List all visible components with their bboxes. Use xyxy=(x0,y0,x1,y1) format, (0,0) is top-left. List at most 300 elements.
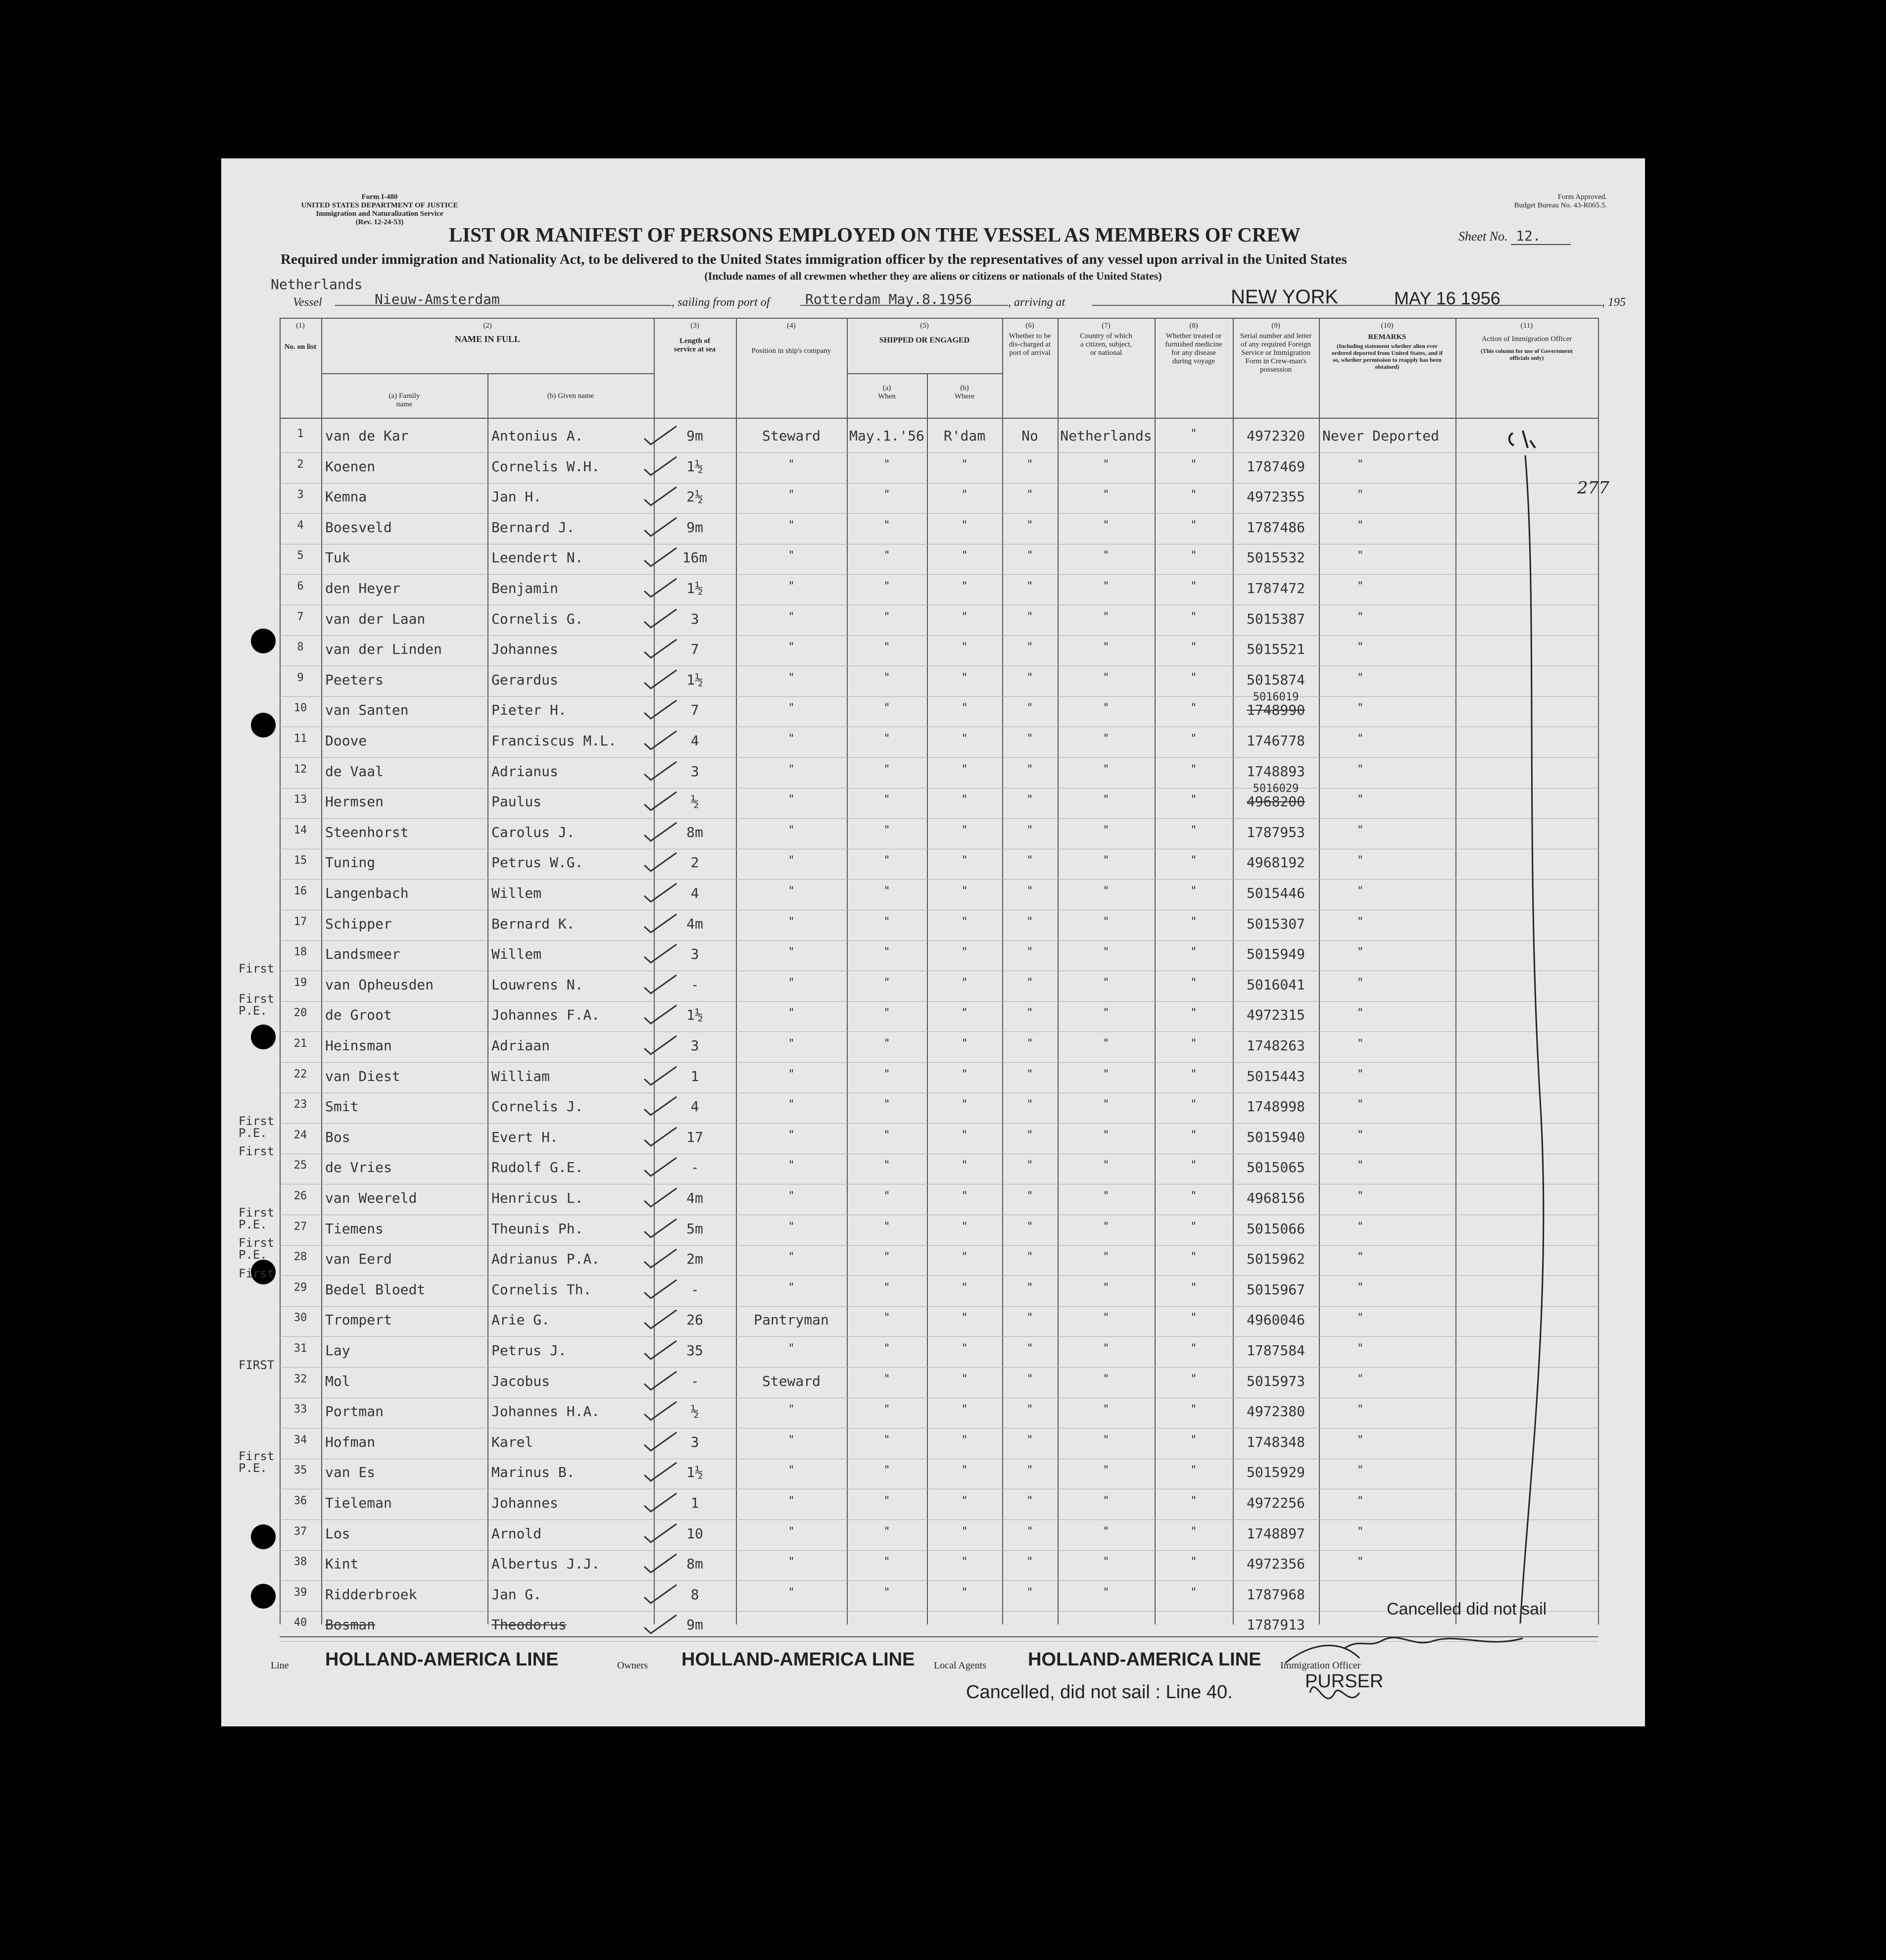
ditto-mark: " xyxy=(788,641,795,654)
ditto-mark: " xyxy=(1357,1128,1364,1141)
cell-given: Willem xyxy=(491,946,542,963)
sailing-label: , sailing from port of xyxy=(672,296,770,309)
cell-length: 9m xyxy=(686,1617,703,1633)
ditto-mark: " xyxy=(961,1098,968,1111)
ditto-mark: " xyxy=(1357,610,1364,623)
cell-length: - xyxy=(690,1372,699,1389)
owners-label: Owners xyxy=(617,1660,648,1671)
ditto-mark: " xyxy=(1190,976,1197,989)
ditto-mark: " xyxy=(1357,1433,1364,1446)
vessel-flag: Netherlands xyxy=(271,276,363,293)
cell-serial: 5015962 xyxy=(1246,1251,1305,1268)
cell-family: Doove xyxy=(325,733,367,749)
cell-family: van Es xyxy=(325,1464,376,1481)
cell-given: Carolus J. xyxy=(491,824,575,840)
cell-serial-corrected: 5016029 xyxy=(1253,783,1299,795)
ditto-mark: " xyxy=(1103,763,1110,776)
ditto-mark: " xyxy=(961,1128,968,1141)
cell-given: Louwrens N. xyxy=(491,976,583,993)
ditto-mark: " xyxy=(1190,1586,1197,1599)
ditto-mark: " xyxy=(788,1190,795,1202)
cell-length: 1½ xyxy=(686,671,703,688)
ditto-mark: " xyxy=(1190,1372,1197,1385)
cell-no: 26 xyxy=(293,1190,307,1202)
ditto-mark: " xyxy=(1357,793,1364,806)
ditto-mark: " xyxy=(1026,1098,1033,1111)
cell-no: 8 xyxy=(297,641,304,654)
ditto-mark: " xyxy=(1103,1556,1110,1568)
cell-family: de Groot xyxy=(325,1007,392,1024)
agents-name: HOLLAND-AMERICA LINE xyxy=(1028,1649,1261,1670)
ditto-mark: " xyxy=(1190,1495,1197,1507)
ditto-mark: " xyxy=(1357,519,1364,532)
arriving-label: , arriving at xyxy=(1008,296,1065,309)
ditto-mark: " xyxy=(1190,915,1197,928)
ditto-mark: " xyxy=(788,1098,795,1111)
ditto-mark: " xyxy=(883,1190,890,1202)
ditto-mark: " xyxy=(1357,458,1364,471)
ditto-mark: " xyxy=(1103,1220,1110,1233)
cell-given: Bernard J. xyxy=(491,519,575,536)
vessel-name: Nieuw-Amsterdam xyxy=(375,291,500,307)
cell-no: 25 xyxy=(293,1159,307,1172)
margin-note: First P.E. xyxy=(239,1449,275,1475)
cell-no: 18 xyxy=(293,946,307,959)
ditto-mark: " xyxy=(1026,1220,1033,1233)
margin-note: First P.E. xyxy=(239,992,275,1018)
cell-serial: 4972355 xyxy=(1246,489,1305,505)
cell-length: 1½ xyxy=(686,1007,703,1024)
cell-no: 21 xyxy=(293,1037,307,1050)
side-number: 277 xyxy=(1577,478,1609,498)
cell-family: van Eerd xyxy=(325,1251,392,1268)
ditto-mark: " xyxy=(1026,733,1033,745)
cell-family: Bosman xyxy=(325,1617,376,1633)
ditto-mark: " xyxy=(1103,1251,1110,1264)
cell-given: Cornelis G. xyxy=(491,610,583,627)
cell-length: 1 xyxy=(690,1068,699,1084)
ditto-mark: " xyxy=(788,1037,795,1050)
cell-family: van Santen xyxy=(325,702,409,719)
cell-serial: 5015949 xyxy=(1246,946,1305,963)
ditto-mark: " xyxy=(1026,702,1033,715)
ditto-mark: " xyxy=(1190,946,1197,959)
ditto-mark: " xyxy=(1190,793,1197,806)
ditto-mark: " xyxy=(1190,702,1197,715)
ditto-mark: " xyxy=(1103,1464,1110,1477)
cell-length: 1½ xyxy=(686,458,703,475)
ditto-mark: " xyxy=(1357,1403,1364,1416)
vessel-label: Vessel xyxy=(293,296,322,309)
cell-serial: 4960046 xyxy=(1246,1312,1305,1328)
col10-header: REMARKS xyxy=(1368,333,1406,341)
ditto-mark: " xyxy=(883,976,890,989)
ditto-mark: " xyxy=(1026,458,1033,471)
ditto-mark: " xyxy=(883,854,890,867)
cell-no: 11 xyxy=(293,733,307,745)
ditto-mark: " xyxy=(1357,1098,1364,1111)
ditto-mark: " xyxy=(961,1495,968,1507)
ditto-mark: " xyxy=(1190,885,1197,897)
cell-length: 5m xyxy=(686,1220,703,1237)
cell-given: Benjamin xyxy=(491,580,558,596)
ditto-mark: " xyxy=(1026,1007,1033,1020)
ditto-mark: " xyxy=(1190,610,1197,623)
ditto-mark: " xyxy=(1357,885,1364,897)
cell-length: 8m xyxy=(686,1556,703,1572)
ditto-mark: " xyxy=(1357,1068,1364,1080)
cell-length: ½ xyxy=(690,1403,699,1420)
cell-serial: 5015443 xyxy=(1246,1068,1305,1084)
cell-given: Adrianus P.A. xyxy=(491,1251,600,1268)
ditto-mark: " xyxy=(1357,549,1364,562)
cell-serial: 5015307 xyxy=(1246,915,1305,932)
cell-given: Franciscus M.L. xyxy=(491,733,617,749)
cell-length: 4 xyxy=(690,1098,699,1115)
ditto-mark: " xyxy=(961,1342,968,1355)
ditto-mark: " xyxy=(1357,733,1364,745)
ditto-mark: " xyxy=(1190,489,1197,501)
cell-no: 37 xyxy=(293,1525,307,1538)
ditto-mark: " xyxy=(1103,671,1110,684)
col2-number: (2) xyxy=(483,322,492,330)
ditto-mark: " xyxy=(961,854,968,867)
ditto-mark: " xyxy=(883,1128,890,1141)
arrival-date: MAY 16 1956 xyxy=(1394,288,1500,308)
cell-family: van Weereld xyxy=(325,1190,417,1206)
ditto-mark: " xyxy=(788,610,795,623)
ditto-mark: " xyxy=(1190,824,1197,836)
cell-family: Bos xyxy=(325,1128,350,1145)
cell-length: 4 xyxy=(690,885,699,901)
cell-length: 35 xyxy=(686,1342,703,1359)
ditto-mark: " xyxy=(1357,1190,1364,1202)
ditto-mark: " xyxy=(1026,1433,1033,1446)
ditto-mark: " xyxy=(1103,641,1110,654)
cell-no: 39 xyxy=(293,1586,307,1599)
ditto-mark: " xyxy=(961,763,968,776)
ditto-mark: " xyxy=(1103,1007,1110,1020)
ditto-mark: " xyxy=(883,702,890,715)
ditto-mark: " xyxy=(961,1464,968,1477)
ditto-mark: " xyxy=(1103,1159,1110,1172)
ditto-mark: " xyxy=(1103,1312,1110,1324)
budget-bureau: Budget Bureau No. 43-R065.5. xyxy=(1514,201,1607,209)
ditto-mark: " xyxy=(1026,1068,1033,1080)
cell-no: 17 xyxy=(293,915,307,928)
ditto-mark: " xyxy=(961,1403,968,1416)
ditto-mark: " xyxy=(961,1159,968,1172)
ditto-mark: " xyxy=(1026,549,1033,562)
col6-header: Whether to be dis-charged at port of arrival xyxy=(1009,332,1051,357)
cell-family: Mol xyxy=(325,1372,350,1389)
ditto-mark: " xyxy=(1026,1312,1033,1324)
cell-length: 26 xyxy=(686,1312,703,1328)
cell-given: Jan H. xyxy=(491,489,542,505)
ditto-mark: " xyxy=(961,580,968,592)
form-number: Form I-480 xyxy=(361,193,398,201)
ditto-mark: " xyxy=(1357,1342,1364,1355)
cell-no: 16 xyxy=(293,885,307,897)
cell-given: Albertus J.J. xyxy=(491,1556,600,1572)
cell-serial: 1748263 xyxy=(1246,1037,1305,1054)
cell-family: Lay xyxy=(325,1342,350,1359)
cell-serial: 1748990 xyxy=(1246,702,1305,719)
ditto-mark: " xyxy=(1026,519,1033,532)
ditto-mark: " xyxy=(1357,702,1364,715)
ditto-mark: " xyxy=(883,763,890,776)
ditto-mark: " xyxy=(1026,1190,1033,1202)
ditto-mark: " xyxy=(883,1525,890,1538)
cell-family: de Vries xyxy=(325,1159,392,1176)
cell-serial: 5015973 xyxy=(1246,1372,1305,1389)
cancelled-note: Cancelled did not sail xyxy=(1387,1600,1547,1618)
ditto-mark: " xyxy=(788,1068,795,1080)
sheet-label: Sheet No. xyxy=(1458,229,1508,244)
ditto-mark: " xyxy=(1026,1556,1033,1568)
cell-length: 16m xyxy=(682,549,708,566)
cell-given: Cornelis W.H. xyxy=(491,458,600,475)
cell-family: Schipper xyxy=(325,915,392,932)
ditto-mark: " xyxy=(883,793,890,806)
ditto-mark: " xyxy=(788,1281,795,1294)
ditto-mark: " xyxy=(883,610,890,623)
cell-given: Paulus xyxy=(491,793,542,810)
ditto-mark: " xyxy=(883,1312,890,1324)
margin-note: First P.E. xyxy=(239,1236,275,1262)
cell-family: Smit xyxy=(325,1098,359,1115)
ditto-mark: " xyxy=(961,824,968,836)
ditto-mark: " xyxy=(1190,580,1197,592)
ditto-mark: " xyxy=(883,458,890,471)
cell-length: 9m xyxy=(686,519,703,536)
col5a-header: (a) When xyxy=(878,384,896,400)
col6-number: (6) xyxy=(1025,322,1034,330)
cell-serial: 4972380 xyxy=(1246,1403,1305,1420)
cell-serial: 5015532 xyxy=(1246,549,1305,566)
purser-stamp: PURSER xyxy=(1305,1671,1384,1692)
cell-length: 17 xyxy=(686,1128,703,1145)
ditto-mark: " xyxy=(1357,671,1364,684)
ditto-mark: " xyxy=(1026,885,1033,897)
ditto-mark: " xyxy=(788,671,795,684)
ditto-mark: " xyxy=(1103,824,1110,836)
ditto-mark: " xyxy=(788,1403,795,1416)
cell-length: 1½ xyxy=(686,580,703,596)
col1-number: (1) xyxy=(296,322,305,330)
ditto-mark: " xyxy=(1357,763,1364,776)
ditto-mark: " xyxy=(1357,1525,1364,1538)
ditto-mark: " xyxy=(788,854,795,867)
cell-family: Trompert xyxy=(325,1312,392,1328)
required-statement: Required under immigration and Nationality Act, to be delivered to the United States immigration officer by the representatives of any vessel upon arrival in the United States xyxy=(281,251,1347,267)
cell-length: 3 xyxy=(690,1433,699,1450)
cell-family: Koenen xyxy=(325,458,376,475)
cell-no: 13 xyxy=(293,793,307,806)
cell-length: 2½ xyxy=(686,489,703,505)
cell-length: 3 xyxy=(690,610,699,627)
cell-serial: 4968156 xyxy=(1246,1190,1305,1206)
cell-family: Bedel Bloedt xyxy=(325,1281,426,1298)
cell-serial: 1787953 xyxy=(1246,824,1305,840)
cell-serial: 5015066 xyxy=(1246,1220,1305,1237)
ditto-mark: " xyxy=(1103,1128,1110,1141)
margin-note: First xyxy=(239,961,275,976)
cell-given: Arie G. xyxy=(491,1312,550,1328)
cell-length: 7 xyxy=(690,641,699,658)
ditto-mark: " xyxy=(1026,671,1033,684)
ditto-mark: " xyxy=(1190,1312,1197,1324)
ditto-mark: " xyxy=(883,489,890,501)
ditto-mark: " xyxy=(1190,519,1197,532)
cell-family: Ridderbroek xyxy=(325,1586,417,1603)
ditto-mark: " xyxy=(1026,824,1033,836)
margin-note: First P.E. xyxy=(239,1114,275,1140)
ditto-mark: " xyxy=(883,1495,890,1507)
line-label: Line xyxy=(271,1660,289,1671)
ditto-mark: " xyxy=(788,1556,795,1568)
ditto-mark: " xyxy=(1357,1281,1364,1294)
cell-given: Evert H. xyxy=(491,1128,558,1145)
cell-no: 15 xyxy=(293,854,307,867)
cell-family: Kemna xyxy=(325,489,367,505)
cell-serial: 4972256 xyxy=(1246,1495,1305,1511)
cell-serial: 4968192 xyxy=(1246,854,1305,871)
cell-no: 27 xyxy=(293,1220,307,1233)
cell-given: Pieter H. xyxy=(491,702,567,719)
cell-when: May.1.'56 xyxy=(849,428,924,444)
manifest-title: LIST OR MANIFEST OF PERSONS EMPLOYED ON THE VESSEL AS MEMBERS OF CREW xyxy=(449,223,1301,246)
cell-no: 30 xyxy=(293,1312,307,1324)
ditto-mark: " xyxy=(1190,763,1197,776)
ditto-mark: " xyxy=(1103,519,1110,532)
col1-header: No. on list xyxy=(284,343,317,351)
col3-number: (3) xyxy=(690,322,699,330)
ditto-mark: " xyxy=(1026,641,1033,654)
cell-family: Langenbach xyxy=(325,885,409,901)
cell-serial: 5015940 xyxy=(1246,1128,1305,1145)
ditto-mark: " xyxy=(961,1372,968,1385)
cell-length: 3 xyxy=(690,946,699,963)
cell-serial: 5015929 xyxy=(1246,1464,1305,1481)
cell-no: 24 xyxy=(293,1128,307,1141)
ditto-mark: " xyxy=(1026,1586,1033,1599)
form-approved: Form Approved. xyxy=(1557,193,1607,201)
ditto-mark: " xyxy=(788,1464,795,1477)
ditto-mark: " xyxy=(883,519,890,532)
cell-serial: 1748998 xyxy=(1246,1098,1305,1115)
cell-no: 12 xyxy=(293,763,307,776)
ditto-mark: " xyxy=(1026,1403,1033,1416)
ditto-mark: " xyxy=(1026,1464,1033,1477)
ditto-mark: " xyxy=(1103,1586,1110,1599)
arriving-port: NEW YORK xyxy=(1231,286,1339,308)
col7-header: Country of which a citizen, subject, or national xyxy=(1080,332,1132,357)
ditto-mark: " xyxy=(961,793,968,806)
cell-family: van Diest xyxy=(325,1068,400,1084)
cell-given: Adriaan xyxy=(491,1037,550,1054)
ditto-mark: " xyxy=(1190,1190,1197,1202)
ditto-mark: " xyxy=(788,1128,795,1141)
ditto-mark: " xyxy=(1190,1525,1197,1538)
col2a-header: (a) Family name xyxy=(388,392,420,408)
cell-family: van der Laan xyxy=(325,610,426,627)
cell-serial: 5015874 xyxy=(1246,671,1305,688)
cell-family: Los xyxy=(325,1525,350,1542)
ditto-mark: " xyxy=(1026,763,1033,776)
ditto-mark: " xyxy=(1357,1464,1364,1477)
ditto-mark: " xyxy=(961,1190,968,1202)
ditto-mark: " xyxy=(1026,610,1033,623)
cell-length: - xyxy=(690,1159,699,1176)
department: UNITED STATES DEPARTMENT OF JUSTICE xyxy=(301,201,458,209)
ditto-mark: " xyxy=(961,519,968,532)
ditto-mark: " xyxy=(961,1007,968,1020)
cell-serial: 4968200 xyxy=(1246,793,1305,810)
cell-no: 19 xyxy=(293,976,307,989)
ditto-mark: " xyxy=(883,671,890,684)
ditto-mark: " xyxy=(1357,1159,1364,1172)
ditto-mark: " xyxy=(1357,641,1364,654)
ditto-mark: " xyxy=(1103,580,1110,592)
cell-given: William xyxy=(491,1068,550,1084)
cell-no: 31 xyxy=(293,1342,307,1355)
ditto-mark: " xyxy=(1357,915,1364,928)
ditto-mark: " xyxy=(788,733,795,745)
ditto-mark: " xyxy=(883,1220,890,1233)
col9-header: Serial number and letter of any required Foreign Service or Immigration Form in Crew-man's possession xyxy=(1240,332,1312,374)
col5-header: SHIPPED OR ENGAGED xyxy=(879,336,970,344)
cell-given: Jan G. xyxy=(491,1586,542,1603)
cell-given: Henricus L. xyxy=(491,1190,583,1206)
ditto-mark: " xyxy=(788,489,795,501)
ditto-mark: " xyxy=(1103,854,1110,867)
col4-number: (4) xyxy=(787,322,796,330)
cell-no: 23 xyxy=(293,1098,307,1111)
ditto-mark: " xyxy=(1357,1220,1364,1233)
cell-serial: 1748348 xyxy=(1246,1433,1305,1450)
ditto-mark: " xyxy=(883,1342,890,1355)
ditto-mark: " xyxy=(883,1098,890,1111)
col10-number: (10) xyxy=(1381,322,1394,330)
ditto-mark: " xyxy=(1103,458,1110,471)
cell-length: 4m xyxy=(686,1190,703,1206)
cell-serial: 4972315 xyxy=(1246,1007,1305,1024)
col10-subheader: (Including statement whether alien ever ordered deported from United States, and if so, whether permission to reapply has been obtained) xyxy=(1331,343,1443,370)
ditto-mark: " xyxy=(1103,1372,1110,1385)
ditto-mark: " xyxy=(1026,1037,1033,1050)
ditto-mark: " xyxy=(788,1220,795,1233)
ditto-mark: " xyxy=(1026,489,1033,501)
ditto-mark: " xyxy=(788,763,795,776)
sailing-from: Rotterdam May.8.1956 xyxy=(805,291,972,307)
cell-family: Tuk xyxy=(325,549,350,566)
revision: (Rev. 12-24-53) xyxy=(355,218,404,226)
ditto-mark: " xyxy=(961,1586,968,1599)
cell-no: 3 xyxy=(297,489,304,501)
cell-given: Cornelis Th. xyxy=(491,1281,592,1298)
cell-no: 22 xyxy=(293,1068,307,1080)
margin-note: First xyxy=(239,1144,275,1159)
cell-no: 10 xyxy=(293,702,307,715)
cell-given: Johannes H.A. xyxy=(491,1403,600,1420)
ditto-mark: " xyxy=(1190,1464,1197,1477)
ditto-mark: " xyxy=(788,1251,795,1264)
cell-family: Tieleman xyxy=(325,1495,392,1511)
cell-length: 3 xyxy=(690,763,699,780)
ditto-mark: " xyxy=(788,946,795,959)
cell-given: Willem xyxy=(491,885,542,901)
